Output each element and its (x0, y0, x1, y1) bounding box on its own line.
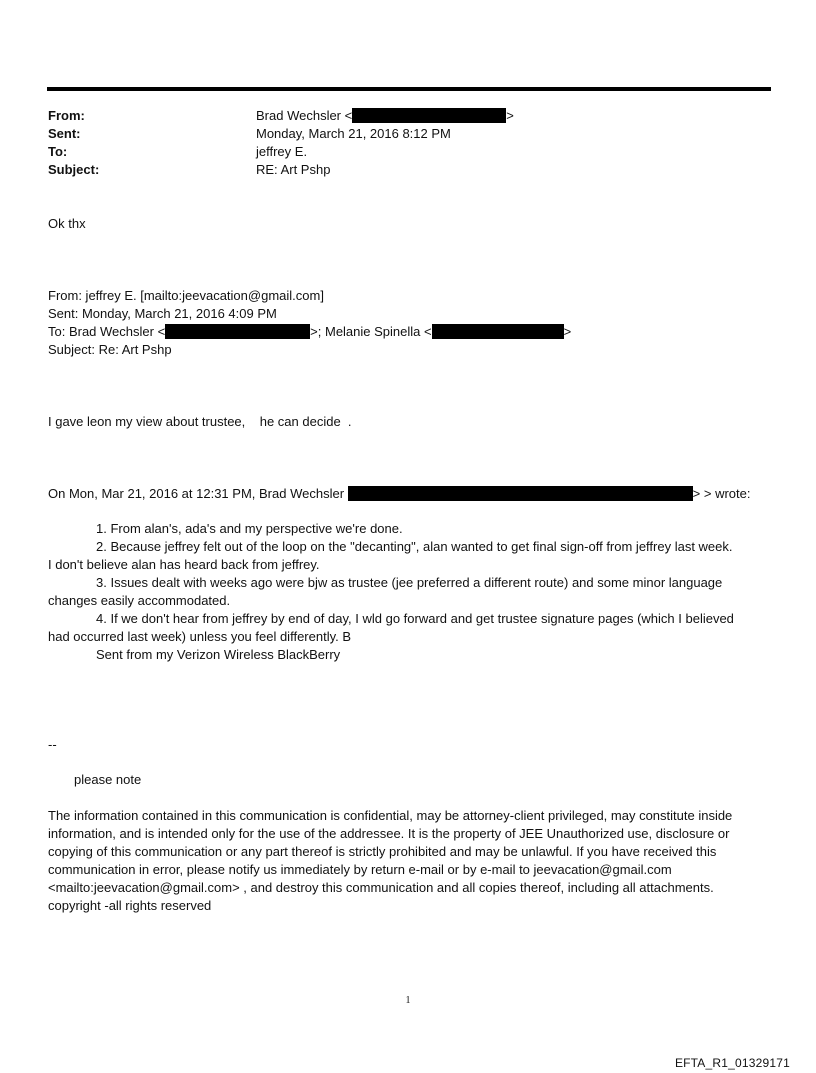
original-intro-suffix: > > wrote: (692, 486, 751, 501)
redaction-box (165, 324, 310, 339)
quoted-to (48, 323, 571, 341)
signature-text: Sent from my Verizon Wireless BlackBerry (96, 647, 341, 662)
list-item (48, 610, 734, 628)
document-id: EFTA_R1_01329171 (674, 1056, 790, 1070)
disclaimer: The information contained in this communication is confidential, may be attorney-client privileged, may constitute inside information, and is intended only for the use of the addressee. It is the property of JEE Unauthorized use, disclosure or copying of this communication or any part thereof is strictly prohibited and may be unlawful. If you have received this communication in error, please notify us immediately by return e-mail or by e-mail to jeevacation@gmail.com <mailto:jeevacation@gmail.com> , and destroy this communication and all copies thereof, including all attachments. copyright -all rights reserved (48, 808, 733, 913)
list-item (48, 574, 722, 592)
item-3-text: 3. Issues dealt with weeks ago were bjw as trustee (jee preferred a different route) and some minor language (96, 575, 723, 590)
from-name: Brad Wechsler < (256, 108, 353, 123)
original-intro (48, 485, 750, 503)
signature-line (48, 646, 340, 664)
list-item-continuation: I don't believe alan has heard back from jeffrey. (48, 557, 320, 572)
please-note: please note (74, 772, 142, 787)
sent-value: Monday, March 21, 2016 8:12 PM (256, 126, 451, 141)
quoted-to-suffix: > (563, 324, 572, 339)
list-item-continuation: had occurred last week) unless you feel differently. B (48, 629, 352, 644)
subject-label: Subject: (48, 162, 100, 177)
from-value (256, 107, 514, 125)
item-1-text: 1. From alan's, ada's and my perspective we're done. (96, 521, 403, 536)
sent-label: Sent: (48, 126, 81, 141)
quoted-to-middle: >; Melanie Spinella < (310, 324, 432, 339)
quoted-from: From: jeffrey E. [mailto:jeevacation@gmail.com] (48, 288, 324, 303)
quoted-body: I gave leon my view about trustee, he can decide . (48, 414, 352, 429)
quoted-to-prefix: To: Brad Wechsler < (48, 324, 166, 339)
list-item-continuation: changes easily accommodated. (48, 593, 231, 608)
page-number: 1 (405, 995, 411, 1006)
redaction-box (352, 108, 506, 123)
item-2-text: 2. Because jeffrey felt out of the loop on the "decanting", alan wanted to get final sign-off from jeffrey last week. (96, 539, 733, 554)
redaction-box (432, 324, 564, 339)
from-label: From: (48, 108, 85, 123)
quoted-sent: Sent: Monday, March 21, 2016 4:09 PM (48, 306, 277, 321)
signature-separator: -- (48, 737, 57, 752)
original-intro-prefix: On Mon, Mar 21, 2016 at 12:31 PM, Brad Wechsler (48, 486, 345, 501)
header-rule (47, 87, 771, 91)
quoted-subject: Subject: Re: Art Pshp (48, 342, 172, 357)
item-4-text: 4. If we don't hear from jeffrey by end of day, I wld go forward and get trustee signature pages (which I believed (96, 611, 734, 626)
redaction-box (348, 486, 693, 501)
from-close: > (506, 108, 514, 123)
to-label: To: (48, 144, 68, 159)
list-item (48, 538, 733, 556)
list-item (48, 520, 403, 538)
to-value: jeffrey E. (256, 144, 308, 159)
subject-value: RE: Art Pshp (256, 162, 331, 177)
reply-body: Ok thx (48, 216, 86, 231)
